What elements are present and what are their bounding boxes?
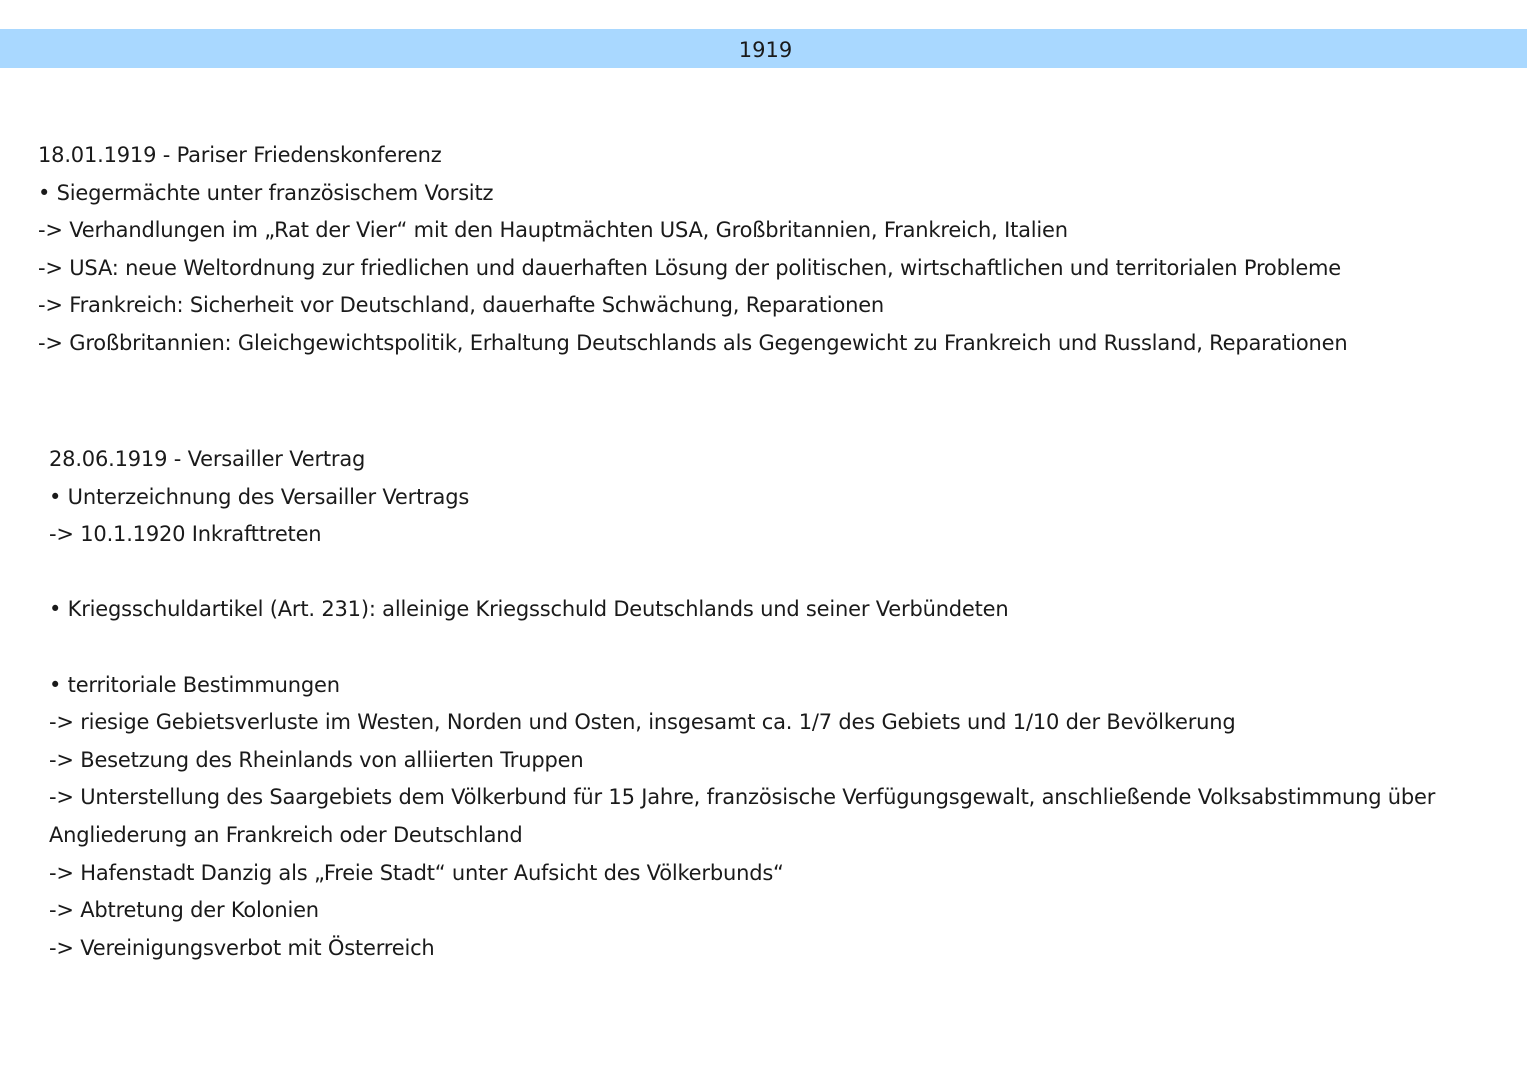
arrow-line: -> Verhandlungen im „Rat der Vier“ mit den Hauptmächten USA, Großbritannien, Frankreich, Italien	[38, 218, 1068, 243]
arrow-line: -> riesige Gebietsverluste im Westen, Norden und Osten, insgesamt ca. 1/7 des Gebiets und 1/10 der Bevölkerung	[49, 710, 1236, 735]
spacer	[49, 554, 1435, 592]
section-pariser-friedenskonferenz	[38, 137, 1348, 363]
arrow-line: -> Vereinigungsverbot mit Österreich	[49, 935, 435, 960]
page-title: 1919	[738, 38, 793, 62]
arrow-line: -> Großbritannien: Gleichgewichtspolitik, Erhaltung Deutschlands als Gegengewicht zu Frankreich und Russland, Reparationen	[38, 330, 1348, 355]
arrow-line: -> 10.1.1920 Inkrafttreten	[49, 522, 322, 547]
section-versailler-vertrag	[49, 441, 1435, 967]
arrow-line: -> Frankreich: Sicherheit vor Deutschland, dauerhafte Schwächung, Reparationen	[38, 293, 885, 318]
arrow-line: -> Besetzung des Rheinlands von alliierten Truppen	[49, 747, 584, 772]
bullet-line: • Siegermächte unter französischem Vorsitz	[38, 180, 494, 205]
section-heading: 28.06.1919 - Versailler Vertrag	[49, 447, 366, 471]
bullet-line: • territoriale Bestimmungen	[49, 672, 340, 697]
continuation-line: Angliederung an Frankreich oder Deutschland	[49, 822, 523, 847]
arrow-line: -> USA: neue Weltordnung zur friedlichen und dauerhaften Lösung der politischen, wirtschaftlichen und territorialen Probleme	[38, 255, 1342, 280]
arrow-line: -> Hafenstadt Danzig als „Freie Stadt“ unter Aufsicht des Völkerbunds“	[49, 860, 784, 885]
arrow-line: -> Unterstellung des Saargebiets dem Völkerbund für 15 Jahre, französische Verfügungsgewalt, anschließende Volksabstimmung über	[49, 785, 1436, 810]
header-bar	[0, 29, 1527, 68]
bullet-line: • Unterzeichnung des Versailler Vertrags	[49, 484, 470, 509]
spacer	[49, 629, 1435, 667]
section-heading: 18.01.1919 - Pariser Friedenskonferenz	[38, 143, 442, 167]
bullet-line: • Kriegsschuldartikel (Art. 231): alleinige Kriegsschuld Deutschlands und seiner Verbündeten	[49, 597, 1009, 622]
arrow-line: -> Abtretung der Kolonien	[49, 898, 319, 923]
